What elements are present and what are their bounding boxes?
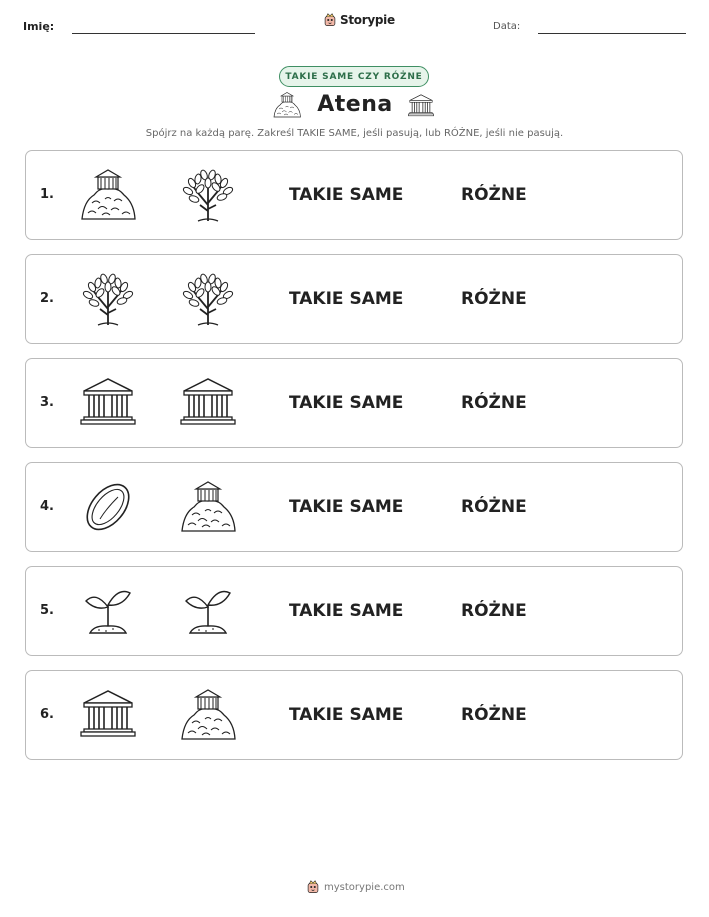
sprout-icon <box>178 581 238 641</box>
acropolis-icon <box>78 165 138 225</box>
name-label: Imię: <box>23 20 55 33</box>
instructions: Spójrz na każdą parę. Zakreśl TAKIE SAME, jeśli pasują, lub RÓŻNE, jeśli nie pasują. <box>145 128 564 139</box>
exercise-row <box>25 254 683 344</box>
different-option[interactable]: RÓŻNE <box>461 289 527 309</box>
temple-icon <box>178 373 238 433</box>
same-option[interactable]: TAKIE SAME <box>289 185 404 205</box>
storypie-logo-icon <box>323 13 337 27</box>
exercise-row <box>25 150 683 240</box>
same-option[interactable]: TAKIE SAME <box>289 601 404 621</box>
olive-tree-icon <box>178 269 238 329</box>
acropolis-icon <box>270 90 304 120</box>
temple-icon <box>405 92 437 120</box>
different-option[interactable]: RÓŻNE <box>461 497 527 517</box>
date-label: Data: <box>493 21 521 32</box>
olive-icon <box>78 477 138 537</box>
footer <box>306 880 405 894</box>
exercise-row <box>25 462 683 552</box>
brand-name: Storypie <box>340 13 395 27</box>
row-number: 5. <box>40 603 54 618</box>
page-title: Atena <box>317 92 393 117</box>
sprout-icon <box>78 581 138 641</box>
date-input-line[interactable] <box>538 33 686 34</box>
different-option[interactable]: RÓŻNE <box>461 393 527 413</box>
row-number: 3. <box>40 395 54 410</box>
row-number: 2. <box>40 291 54 306</box>
row-number: 6. <box>40 707 54 722</box>
olive-tree-icon <box>78 269 138 329</box>
acropolis-icon <box>178 685 238 745</box>
olive-tree-icon <box>178 165 238 225</box>
same-option[interactable]: TAKIE SAME <box>289 289 404 309</box>
temple-icon <box>78 373 138 433</box>
storypie-logo-icon <box>306 880 320 894</box>
row-number: 4. <box>40 499 54 514</box>
exercise-row <box>25 670 683 760</box>
same-option[interactable]: TAKIE SAME <box>289 393 404 413</box>
acropolis-icon <box>178 477 238 537</box>
same-option[interactable]: TAKIE SAME <box>289 705 404 725</box>
different-option[interactable]: RÓŻNE <box>461 185 527 205</box>
footer-url: mystorypie.com <box>324 881 405 893</box>
same-option[interactable]: TAKIE SAME <box>289 497 404 517</box>
brand-logo <box>323 13 395 27</box>
worksheet-type-badge: TAKIE SAME CZY RÓŻNE <box>279 66 429 87</box>
exercise-row <box>25 566 683 656</box>
different-option[interactable]: RÓŻNE <box>461 601 527 621</box>
temple-icon <box>78 685 138 745</box>
different-option[interactable]: RÓŻNE <box>461 705 527 725</box>
row-number: 1. <box>40 187 54 202</box>
exercise-row <box>25 358 683 448</box>
name-input-line[interactable] <box>72 33 255 34</box>
